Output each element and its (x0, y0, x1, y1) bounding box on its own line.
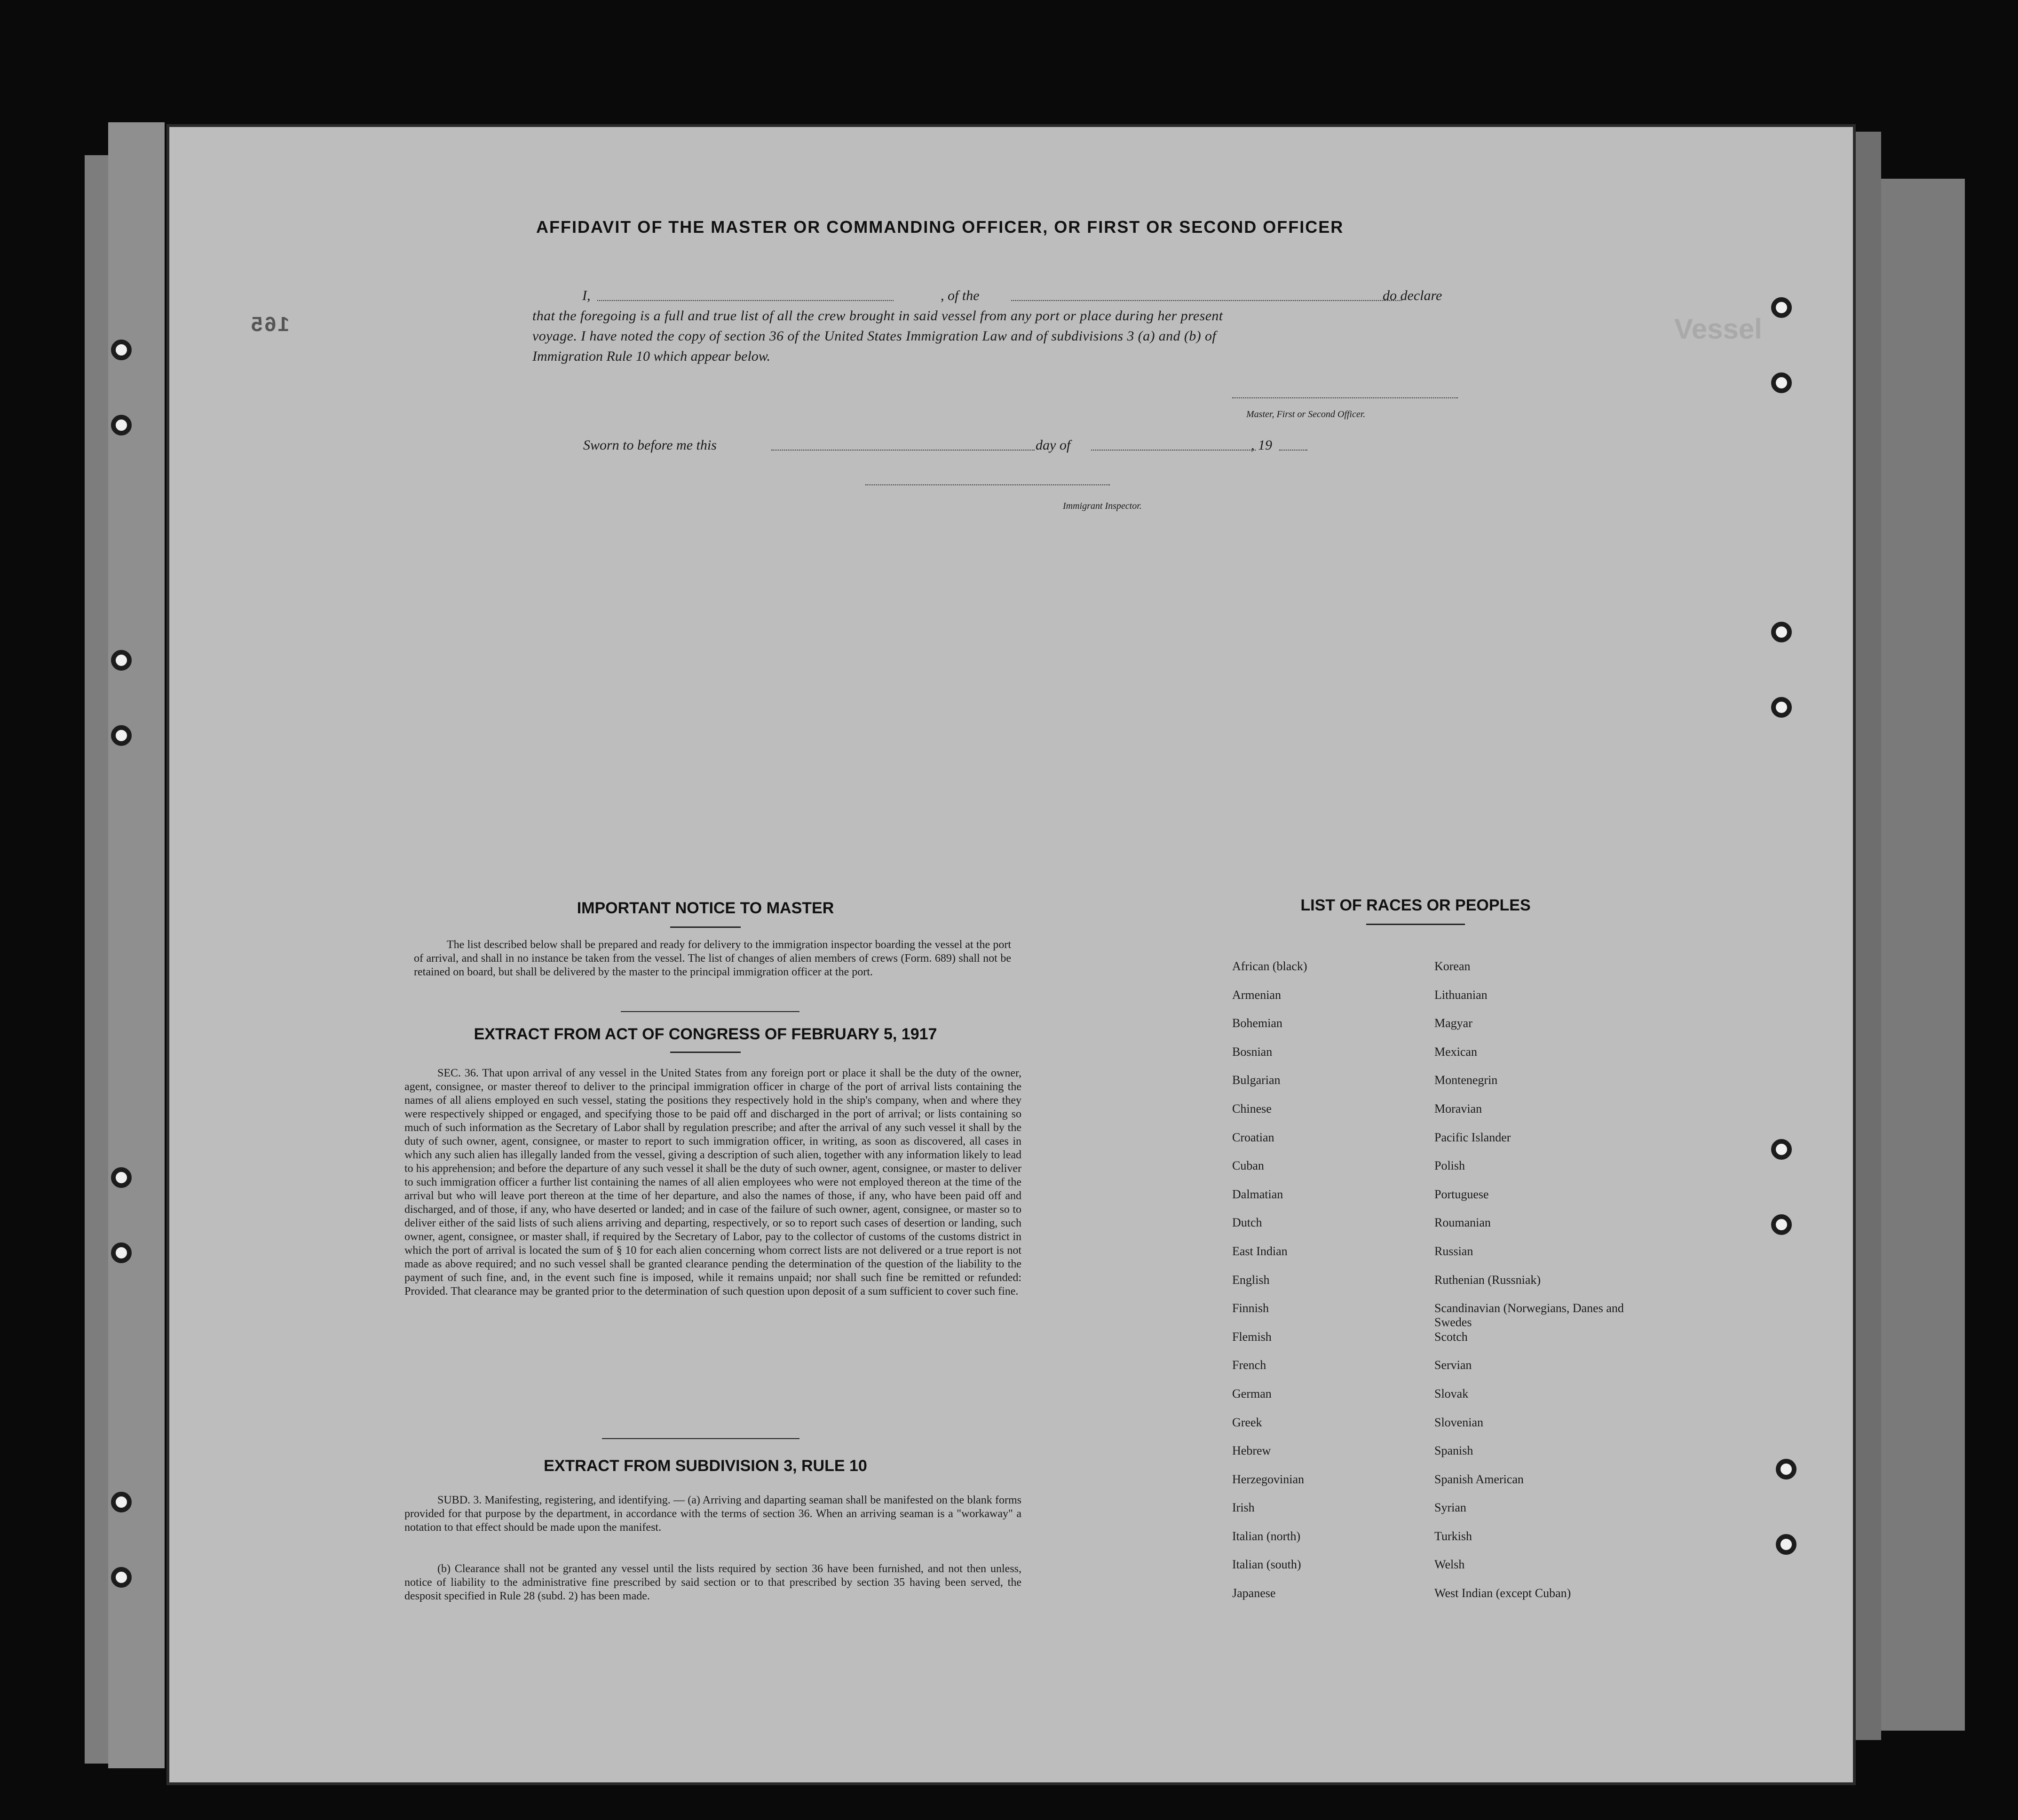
binder-hole (1771, 622, 1792, 642)
affidavit-line2: that the foregoing is a full and true list of all the crew brought in said vessel from any port or place during her present (532, 308, 1223, 324)
rule-text-a: SUBD. 3. Manifesting, registering, and identifying. — (a) Arriving and daparting seaman shall be manifested on the blank forms provided for that purpose by the department, in accordance with the terms of section 36. When an arriving seaman is a "workaway" a notation to that effect should be made upon the manifest. (404, 1494, 1021, 1534)
binder-hole (111, 415, 132, 435)
race-item: Italian (north) (1232, 1529, 1301, 1543)
race-item: Ruthenian (Russniak) (1434, 1273, 1541, 1287)
binder-hole (1771, 1214, 1792, 1235)
binder-hole (111, 1167, 132, 1188)
vessel-blank (1011, 300, 1401, 301)
race-item: German (1232, 1386, 1272, 1401)
binder-hole (1771, 697, 1792, 718)
race-item: Russian (1434, 1244, 1473, 1258)
bleed-through-vessel: Vessel (1674, 313, 1762, 345)
notice-title: IMPORTANT NOTICE TO MASTER (577, 899, 834, 917)
race-item: Irish (1232, 1501, 1255, 1515)
affidavit-line4: Immigration Rule 10 which appear below. (532, 348, 771, 364)
race-item: East Indian (1232, 1244, 1288, 1258)
affidavit-i: I, (582, 288, 591, 303)
rule-title: EXTRACT FROM SUBDIVISION 3, RULE 10 (544, 1457, 867, 1475)
race-item: Finnish (1232, 1301, 1269, 1315)
act-rule (670, 1052, 741, 1053)
section-divider (602, 1438, 799, 1439)
notice-rule (670, 926, 741, 928)
binder-hole (111, 1567, 132, 1588)
affidavit-of-the: , of the (941, 288, 980, 303)
affidavit-title: AFFIDAVIT OF THE MASTER OR COMMANDING OFFICER, OR FIRST OR SECOND OFFICER (536, 217, 1344, 237)
race-item: Chinese (1232, 1101, 1272, 1116)
act-title: EXTRACT FROM ACT OF CONGRESS OF FEBRUARY 5, 1917 (474, 1025, 937, 1043)
rule-text-b: (b) Clearance shall not be granted any vessel until the lists required by section 36 have been furnished, and not then unless, notice of liability to the administrative fine prescribed by said section or to that prescribed by section 35 having been served, the desposit specified in Rule 28 (subd. 2) has been made. (404, 1563, 1021, 1602)
race-item: Polish (1434, 1159, 1465, 1173)
under-page-left-2 (108, 122, 165, 1768)
signature-label: Master, First or Second Officer. (1246, 409, 1366, 419)
race-item: Croatian (1232, 1130, 1274, 1144)
race-item: Magyar (1434, 1016, 1472, 1030)
binder-hole (111, 1242, 132, 1263)
race-item: French (1232, 1358, 1266, 1372)
race-item: Cuban (1232, 1159, 1264, 1173)
race-item: English (1232, 1273, 1270, 1287)
affidavit-line3: voyage. I have noted the copy of section 36 of the United States Immigration Law and of subdivisions 3 (a) and (b) of (532, 328, 1217, 344)
race-item: Turkish (1434, 1529, 1472, 1543)
race-item: Korean (1434, 959, 1471, 973)
race-item: Dutch (1232, 1216, 1262, 1230)
race-item: Flemish (1232, 1329, 1272, 1344)
races-rule (1366, 924, 1465, 925)
binder-hole (1771, 372, 1792, 393)
race-item: Slovenian (1434, 1415, 1483, 1429)
race-item: Lithuanian (1434, 988, 1488, 1002)
race-item: Montenegrin (1434, 1073, 1498, 1087)
race-item: Japanese (1232, 1586, 1276, 1600)
day-of-text: day of (1036, 437, 1071, 453)
race-item: Italian (south) (1232, 1558, 1301, 1572)
races-column-1 (1232, 959, 1420, 1615)
signature-blank (1232, 397, 1458, 398)
year-blank (1279, 450, 1307, 451)
race-item: Welsh (1434, 1558, 1465, 1572)
binder-hole (1776, 1534, 1796, 1555)
race-item: Moravian (1434, 1101, 1482, 1116)
binder-hole (111, 650, 132, 671)
sworn-day-blank (771, 450, 1035, 451)
race-item: Armenian (1232, 988, 1281, 1002)
inspector-blank (865, 484, 1110, 485)
act-text: SEC. 36. That upon arrival of any vessel in the United States from any foreign port or place it shall be the duty of the owner, agent, consignee, or master thereof to deliver to the principal immigration officer in charge of the port of arrival lists containing the names of all aliens employed en such vessel, stating the positions they respectively hold in the ship's company, when and where they were respectively shipped or engaged, and specifying those to be paid off and discharged in the port of arrival; or lists containing so much of such information as the Secretary of Labor shall by regulation prescribe; and after the arrival of any such vessel it shall by the duty of such owner, agent, consignee, or master to report to such immigration officer, in writing, as soon as discovered, all cases in which any such alien has illegally landed from the vessel, giving a description of such alien, together with any information likely to lead to his apprehension; and before the departure of any such vessel it shall be the duty of such owner, agent, consignee, or master to deliver to such immigration officer a further list containing the names of all alien employees who were not employed thereon at the time of the arrival but who will leave port thereon at the time of her departure, and also the names of those, if any, who have been paid off and discharged, and of those, if any, who have deserted or landed; and in case of the failure of such owner, agent, consignee, or master so to deliver either of the said lists of such aliens arriving and departing, respectively, or so to report such cases of desertion or landing, such owner, agent, consignee, or master shall, if required by the Secretary of Labor, pay to the collector of customs of the customs district in which the port of arrival is located the sum of § 10 for each alien concerning whom correct lists are not delivered or a true report is not made as above required; and no such vessel shall be granted clearance pending the determination of the question of the liability to the payment of such fine, and, in the event such fine is imposed, while it remains unpaid; nor shall such fine be remitted or refunded: Provided. That clearance may be granted prior to the determination of such question upon deposit of a sum sufficient to cover such fine. (404, 1067, 1021, 1298)
race-item: Mexican (1434, 1045, 1477, 1059)
race-item: Roumanian (1434, 1216, 1491, 1230)
race-item: Slovak (1434, 1386, 1469, 1401)
binder-hole (111, 1492, 132, 1512)
race-item: Scotch (1434, 1329, 1468, 1344)
race-item: Greek (1232, 1415, 1262, 1429)
race-item: Portuguese (1434, 1187, 1489, 1201)
bleed-through-number: 165 (249, 313, 290, 336)
notice-text: The list described below shall be prepared and ready for delivery to the immigration inspector boarding the vessel at the port of arrival, and shall in no instance be taken from the vessel. The list of changes of alien members of crews (Form. 689) shall not be retained on board, but shall be delivered by the master to the principal immigration officer at the port. (414, 939, 1011, 978)
race-item: Pacific Islander (1434, 1130, 1511, 1144)
race-item: Bohemian (1232, 1016, 1282, 1030)
races-title: LIST OF RACES OR PEOPLES (1300, 896, 1531, 914)
binder-hole (1771, 297, 1792, 318)
binder-hole (111, 340, 132, 360)
race-item: Bosnian (1232, 1045, 1273, 1059)
race-item: Bulgarian (1232, 1073, 1281, 1087)
section-divider (621, 1011, 799, 1012)
race-item: Herzegovinian (1232, 1472, 1305, 1486)
race-item: Syrian (1434, 1501, 1466, 1515)
races-column-2 (1434, 959, 1637, 1615)
binder-hole (1771, 1139, 1792, 1160)
name-blank (597, 300, 894, 301)
inspector-label: Immigrant Inspector. (1063, 501, 1142, 511)
sworn-text: Sworn to before me this (583, 437, 717, 453)
month-blank (1091, 450, 1256, 451)
binder-hole (111, 725, 132, 746)
year-text: , 19 (1251, 437, 1272, 453)
binder-hole (1776, 1459, 1796, 1480)
document-page (169, 127, 1853, 1782)
race-item: African (black) (1232, 959, 1307, 973)
race-item: Spanish (1434, 1444, 1473, 1458)
affidavit-do-declare: do declare (1383, 288, 1442, 303)
race-item: Servian (1434, 1358, 1472, 1372)
race-item: Dalmatian (1232, 1187, 1283, 1201)
race-item: Spanish American (1434, 1472, 1524, 1486)
race-item: Hebrew (1232, 1444, 1271, 1458)
race-item: West Indian (except Cuban) (1434, 1586, 1571, 1600)
race-item: Scandinavian (Norwegians, Danes and Swedes (1434, 1301, 1624, 1329)
